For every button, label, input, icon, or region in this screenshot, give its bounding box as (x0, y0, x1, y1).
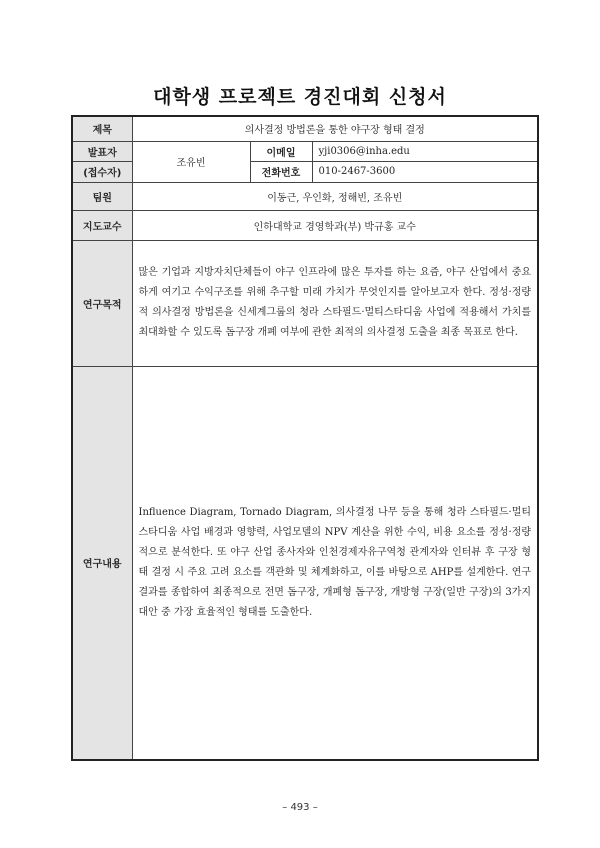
phone-label: 전화번호 (250, 161, 312, 182)
form-title: 대학생 프로젝트 경진대회 신청서 (153, 86, 447, 108)
presenter-sublabel: (접수자) (72, 161, 132, 182)
advisor-row (72, 210, 538, 240)
subject-label: 제목 (72, 116, 132, 141)
presenter-row-1 (72, 141, 538, 161)
purpose-cell (132, 240, 538, 366)
email-value: yji0306@inha.edu (312, 141, 538, 161)
content-cell (132, 366, 538, 760)
advisor-label: 지도교수 (72, 210, 132, 240)
content-text: Influence Diagram, Tornado Diagram, 의사결정 나무 등을 통해 청라 스타필드·멀티스타디움 사업 배경과 영향력, 사업모델의 NPV 계산을 위한 수익, 비용 요소를 정성·정량적으로 분석한다. 또 야구 산업 종사자와 인천경제자유구역청 관계자와 인터뷰 후 구장 형태 결정 시 주요 고려 요소를 객관화 및 체계화하고, 이를 바탕으로 AHP를 설계한다. 연구 결과를 종합하여 최종적으로 전면 돔구장, 개폐형 돔구장, 개방형 구장(일반 구장)의 3가지 대안 중 가장 효율적인 형태를 도출한다. (138, 506, 532, 618)
team-row (72, 182, 538, 210)
page-number: – 493 – (282, 802, 318, 813)
presenter-name: 조유빈 (132, 141, 250, 182)
advisor-value: 인하대학교 경영학과(부) 박규홍 교수 (132, 210, 538, 240)
application-form-table (71, 115, 539, 761)
team-value: 이동근, 우인화, 정해빈, 조유빈 (132, 182, 538, 210)
subject-value: 의사결정 방법론을 통한 야구장 형태 결정 (132, 116, 538, 141)
team-label: 팀원 (72, 182, 132, 210)
content-label: 연구내용 (72, 366, 132, 760)
phone-value: 010-2467-3600 (312, 161, 538, 182)
purpose-row (72, 240, 538, 366)
purpose-text: 많은 기업과 지방자치단체들이 야구 인프라에 많은 투자를 하는 요즘, 야구 산업에서 중요하게 여기고 수익구조를 위해 추구할 미래 가치가 무엇인지를 알아보고자 한다. 정성·정량적 의사결정 방법론을 신세계그룹의 청라 스타필드·멀티스타디움 사업에 적용해서 가치를 최대화할 수 있도록 돔구장 개폐 여부에 관한 최적의 의사결정 도출을 최종 목표로 한다. (138, 267, 532, 338)
purpose-label: 연구목적 (72, 240, 132, 366)
content-row (72, 366, 538, 760)
subject-row (72, 116, 538, 141)
email-label: 이메일 (250, 141, 312, 161)
presenter-label: 발표자 (72, 141, 132, 161)
